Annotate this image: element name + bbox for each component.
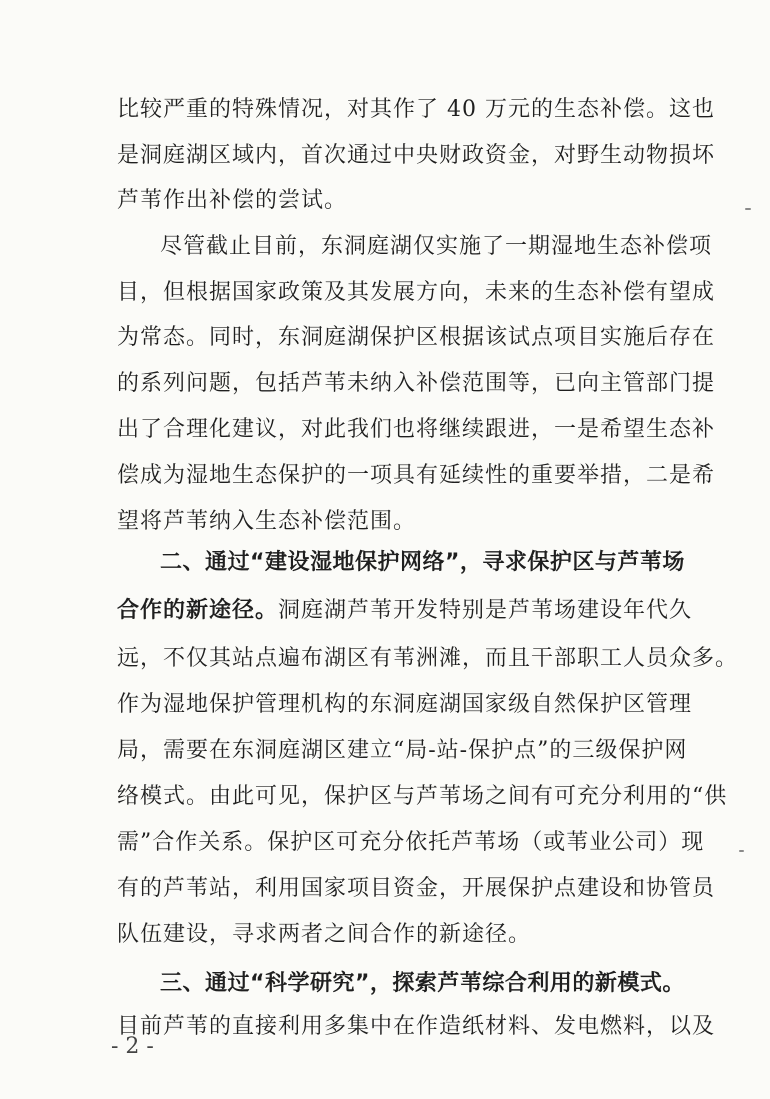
paragraph-line: 比较严重的特殊情况，对其作了 40 万元的生态补偿。这也	[117, 97, 715, 122]
paragraph-line: 是洞庭湖区域内，首次通过中央财政资金，对野生动物损坏	[117, 143, 716, 168]
paragraph-line: 望将芦苇纳入生态补偿范围。	[117, 509, 417, 534]
paragraph-line: 队伍建设，寻求两者之间合作的新途径。	[117, 922, 532, 947]
section-heading-two: 二、通过“建设湿地保护网络”，寻求保护区与芦苇场	[160, 550, 685, 575]
paragraph-line: 出了合理化建议，对此我们也将继续跟进，一是希望生态补	[117, 417, 716, 442]
scan-speck	[739, 850, 744, 852]
section-heading-two-tail: 合作的新途径。	[117, 598, 279, 623]
paragraph-line: 为常态。同时，东洞庭湖保护区根据该试点项目实施后存在	[117, 325, 716, 350]
paragraph-line: 远，不仅其站点遍布湖区有苇洲滩，而且干部职工人员众多。	[117, 646, 739, 671]
paragraph-line: 偿成为湿地生态保护的一项具有延续性的重要举措，二是希	[117, 463, 716, 488]
paragraph-line: 作为湿地保护管理机构的东洞庭湖国家级自然保护区管理	[117, 692, 693, 717]
paragraph-line: 络模式。由此可见，保护区与芦苇场之间有可充分利用的“供	[117, 784, 728, 809]
paragraph-line: 芦苇作出补偿的尝试。	[117, 188, 348, 213]
paragraph-line: 局，需要在东洞庭湖区建立“局-站-保护点”的三级保护网	[117, 738, 688, 763]
paragraph-line: 尽管截止目前，东洞庭湖仅实施了一期湿地生态补偿项	[160, 234, 713, 259]
paragraph-line: 的系列问题，包括芦苇未纳入补偿范围等，已向主管部门提	[117, 371, 716, 396]
paragraph-text: 洞庭湖芦苇开发特别是芦苇场建设年代久	[278, 598, 693, 623]
section-heading-three: 三、通过“科学研究”，探索芦苇综合利用的新模式。	[160, 971, 685, 996]
paragraph-line: 目，但根据国家政策及其发展方向，未来的生态补偿有望成	[117, 280, 716, 305]
paragraph-line: 有的芦苇站，利用国家项目资金，开展保护点建设和协管员	[117, 876, 716, 901]
paragraph-line: 需”合作关系。保护区可充分依托芦苇场（或苇业公司）现	[117, 830, 705, 855]
heading-continuation-line	[117, 596, 692, 626]
paragraph-line: 目前芦苇的直接利用多集中在作造纸材料、发电燃料，以及	[117, 1014, 716, 1039]
scan-speck	[745, 208, 751, 210]
page-number: - 2 -	[111, 1034, 154, 1059]
